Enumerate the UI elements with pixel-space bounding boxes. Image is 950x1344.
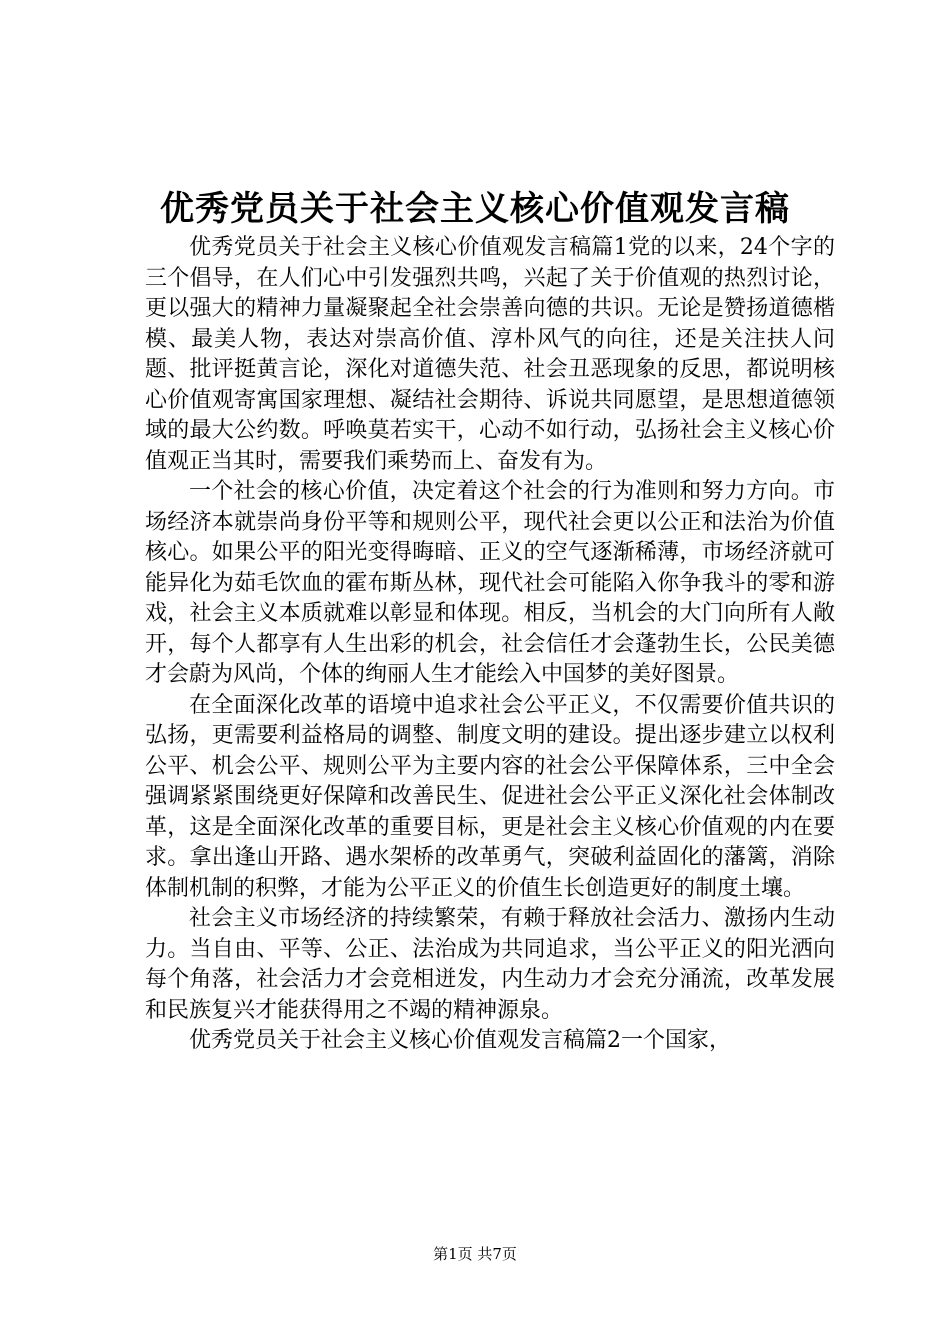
- page-number-footer: 第1页 共7页: [433, 1245, 517, 1263]
- paragraph-3: 在全面深化改革的语境中追求社会公平正义，不仅需要价值共识的弘扬，更需要利益格局的调整、制度文明的建设。提出逐步建立以权利公平、机会公平、规则公平为主要内容的社会公平保障体系，三中全会强调紧紧围绕更好保障和改善民生、促进社会公平正义深化社会体制改革，这是全面深化改革的重要目标，更是社会主义核心价值观的内在要求。拿出逢山开路、遇水架桥的改革勇气，突破利益固化的藩篱，消除体制机制的积弊，才能为公平正义的价值生长创造更好的制度土壤。: [145, 692, 835, 901]
- paragraph-4: 社会主义市场经济的持续繁荣，有赖于释放社会活力、激扬内生动力。当自由、平等、公正、法治成为共同追求，当公平正义的阳光洒向每个角落，社会活力才会竞相迸发，内生动力才会充分涌流，改革发展和民族复兴才能获得用之不竭的精神源泉。: [145, 906, 835, 1023]
- document-body: [145, 233, 835, 1057]
- paragraph-2: 一个社会的核心价值，决定着这个社会的行为准则和努力方向。市场经济本就崇尚身份平等和规则公平，现代社会更以公正和法治为价值核心。如果公平的阳光变得晦暗、正义的空气逐渐稀薄，市场经济就可能异化为茹毛饮血的霍布斯丛林，现代社会可能陷入你争我斗的零和游戏，社会主义本质就难以彰显和体现。相反，当机会的大门向所有人敞开，每个人都享有人生出彩的机会，社会信任才会蓬勃生长，公民美德才会蔚为风尚，个体的绚丽人生才能绘入中国梦的美好图景。: [145, 479, 835, 687]
- paragraph-1: 优秀党员关于社会主义核心价值观发言稿篇1党的以来，24个字的三个倡导，在人们心中引发强烈共鸣，兴起了关于价值观的热烈讨论，更以强大的精神力量凝聚起全社会崇善向德的共识。无论是赞扬道德楷模、最美人物，表达对崇高价值、淳朴风气的向往，还是关注扶人问题、批评挺黄言论，深化对道德失范、社会丑恶现象的反思，都说明核心价值观寄寓国家理想、凝结社会期待、诉说共同愿望，是思想道德领域的最大公约数。呼唤莫若实干，心动不如行动，弘扬社会主义核心价值观正当其时，需要我们乘势而上、奋发有为。: [145, 235, 835, 474]
- paragraph-5: 优秀党员关于社会主义核心价值观发言稿篇2一个国家，: [189, 1028, 731, 1053]
- document-title: 优秀党员关于社会主义核心价值观发言稿: [160, 189, 790, 229]
